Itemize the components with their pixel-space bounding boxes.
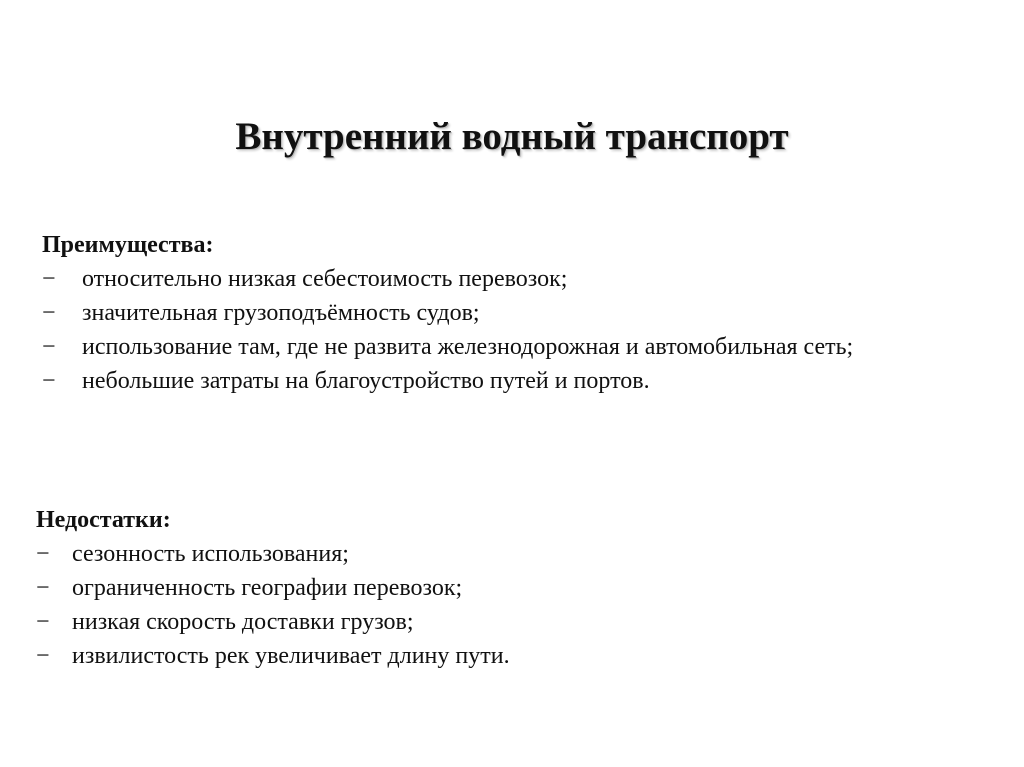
slide-title: Внутренний водный транспорт (235, 115, 789, 158)
disadvantages-heading: Недостатки: (36, 507, 171, 533)
disadvantages-section (36, 503, 956, 673)
dash-bullet-icon: − (42, 368, 56, 394)
disadvantage-item (36, 605, 956, 639)
dash-bullet-icon: − (42, 334, 56, 360)
advantage-item (42, 296, 962, 330)
disadvantage-item (36, 571, 956, 605)
dash-bullet-icon: − (42, 266, 56, 292)
advantages-heading: Преимущества: (42, 232, 214, 258)
disadvantage-text: извилистость рек увеличивает длину пути. (72, 643, 510, 669)
advantages-section (42, 228, 962, 398)
dash-bullet-icon: − (36, 609, 50, 635)
advantage-text: относительно низкая себестоимость перевозок; (82, 266, 568, 292)
disadvantage-item (36, 639, 956, 673)
dash-bullet-icon: − (36, 643, 50, 669)
dash-bullet-icon: − (36, 541, 50, 567)
disadvantage-text: сезонность использования; (72, 541, 349, 567)
advantage-item (42, 330, 962, 364)
disadvantage-item (36, 537, 956, 571)
dash-bullet-icon: − (36, 575, 50, 601)
disadvantage-text: ограниченность географии перевозок; (72, 575, 463, 601)
advantage-text: использование там, где не развита железнодорожная и автомобильная сеть; (82, 334, 854, 360)
disadvantage-text: низкая скорость доставки грузов; (72, 609, 414, 635)
dash-bullet-icon: − (42, 300, 56, 326)
advantage-item (42, 262, 962, 296)
advantage-item (42, 364, 962, 398)
advantage-text: значительная грузоподъёмность судов; (82, 300, 480, 326)
advantage-text: небольшие затраты на благоустройство путей и портов. (82, 368, 650, 394)
